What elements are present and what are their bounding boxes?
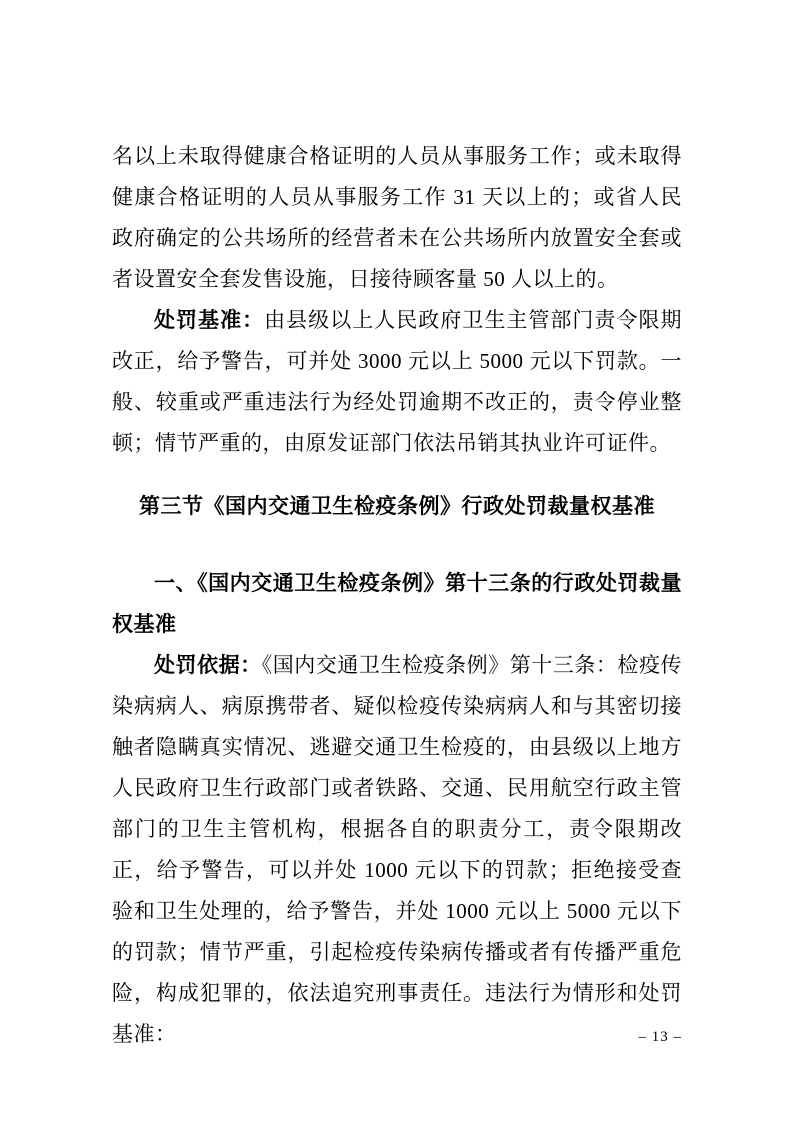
subsection-heading: 一、《国内交通卫生检疫条例》第十三条的行政处罚裁量权基准 <box>112 571 682 636</box>
paragraph-continuation: 名以上未取得健康合格证明的人员从事服务工作；或未取得健康合格证明的人员从事服务工作 31 天以上的；或省人民政府确定的公共场所的经营者未在公共场所内放置安全套或者设置安全套发售设施，日接待顾客量 50 人以上的。 <box>112 144 682 291</box>
paragraph-penalty-basis <box>112 645 682 1055</box>
section-heading: 第三节《国内交通卫生检疫条例》行政处罚裁量权基准 <box>139 494 655 518</box>
penalty-basis-text: 《国内交通卫生检疫条例》第十三条：检疫传染病病人、病原携带者、疑似检疫传染病病人和与其密切接触者隐瞒真实情况、逃避交通卫生检疫的，由县级以上地方人民政府卫生行政部门或者铁路、交通、民用航空行政主管部门的卫生主管机构，根据各自的职责分工，责令限期改正，给予警告，可以并处 1000 元以下的罚款；拒绝接受查验和卫生处理的，给予警告，并处 1000 元以上 5000 元以下的罚款；情节严重，引起检疫传染病传播或者有传播严重危险，构成犯罪的，依法追究刑事责任。违法行为情形和处罚基准： <box>112 653 683 1046</box>
document-content <box>112 136 682 1055</box>
penalty-basis-label: 处罚依据： <box>154 653 262 677</box>
penalty-standard-text: 由县级以上人民政府卫生主管部门责令限期改正，给予警告，可并处 3000 元以上 5000 元以下罚款。一般、较重或严重违法行为经处罚逾期不改正的，责令停业整顿；情节严重的，由原发证部门依法吊销其执业许可证件。 <box>112 308 682 455</box>
paragraph-penalty-standard <box>112 300 682 464</box>
page-number: – 13 – <box>638 1029 682 1045</box>
penalty-standard-label: 处罚基准： <box>154 308 265 332</box>
